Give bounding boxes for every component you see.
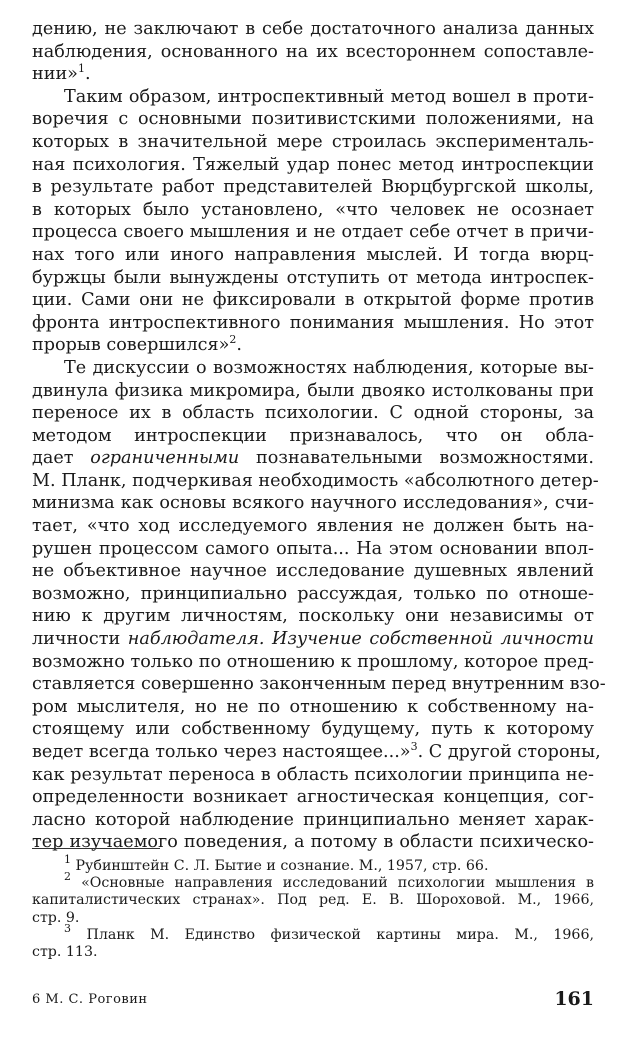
text-run: стр. 9.: [32, 909, 80, 926]
text-line: [32, 18, 594, 41]
text-run: прорыв совершился»: [32, 335, 230, 356]
text-run: как результат переноса в область психологии принципа не-: [32, 764, 594, 785]
text-run: [264, 629, 272, 649]
main-text: [32, 18, 606, 854]
text-run: не объективное научное исследование душевных явлений: [32, 561, 594, 582]
text-run: личности: [32, 629, 128, 650]
text-run: ласно которой наблюдение принципиально меняет харак-: [32, 809, 594, 830]
text-run: тер изучаемого поведения, а потому в области психическо-: [32, 832, 594, 853]
text-line: [32, 786, 594, 809]
text-run: ции. Сами они не фиксировали в открытой форме против: [32, 290, 594, 311]
text-run: ная психология. Тяжелый удар понес метод интроспекции: [32, 154, 594, 175]
text-run: М. Планк, подчеркивая необходимость «абсолютного детер-: [32, 470, 599, 491]
footnote-line: [32, 853, 594, 875]
footnote-line: [32, 892, 594, 909]
text-run: нию к другим личностям, поскольку они независимы от: [32, 606, 594, 627]
text-line: [32, 244, 594, 267]
printer-signature: 6 М. С. Роговин: [32, 992, 148, 1007]
text-line: [32, 154, 594, 177]
text-line: [32, 538, 594, 561]
text-run: нах того или иного направления мыслей. И тогда вюрц-: [32, 244, 594, 265]
footnote-ref: 1: [64, 853, 71, 866]
text-run: процесса своего мышления и не отдает себе отчет в причи-: [32, 222, 594, 243]
text-run: нии»: [32, 64, 78, 85]
text-line: [32, 312, 594, 335]
text-line: [32, 718, 594, 741]
italic-text: Изучение собственной личности: [272, 629, 594, 650]
text-line: [32, 221, 594, 244]
text-run: минизма как основы всякого научного исследования», счи-: [32, 493, 594, 514]
text-line: [32, 108, 594, 131]
text-line: [32, 583, 594, 606]
text-run: .: [84, 64, 91, 85]
text-run: воречия с основными позитивистскими положениями, на: [32, 109, 594, 130]
text-line: [32, 402, 594, 425]
text-run: в результате работ представителей Вюрцбургской школы,: [32, 177, 594, 198]
text-line: [32, 696, 594, 719]
text-run: Таким образом, интроспективный метод вошел в проти-: [64, 86, 594, 107]
text-line: [32, 267, 594, 290]
text-line: [32, 515, 594, 538]
page-number: 161: [554, 988, 594, 1010]
text-run: «Основные направления исследований психологии мышления в: [71, 875, 594, 892]
text-run: в которых было установлено, «что человек не осознает: [32, 199, 594, 220]
text-run: Планк М. Единство физической картины мира. М., 1966,: [71, 926, 594, 943]
text-run: возможно, принципиально рассуждая, только по отноше-: [32, 583, 594, 604]
text-line: [32, 831, 594, 854]
text-run: наблюдения, основанного на их всестороннем сопоставле-: [32, 41, 594, 62]
text-run: .: [236, 335, 242, 356]
text-run: Рубинштейн С. Л. Бытие и сознание. М., 1957, стр. 66.: [71, 858, 489, 874]
text-run: двинула физика микромира, были двояко истолкованы при: [32, 380, 594, 401]
text-run: познавательными возможностями.: [239, 448, 594, 469]
text-run: рушен процессом самого опыта... На этом основании впол-: [32, 538, 594, 559]
text-line: [32, 740, 601, 764]
text-run: капиталистических странах». Под ред. Е. В. Шороховой. М., 1966,: [32, 892, 594, 909]
text-line: [32, 605, 594, 628]
text-line: [32, 809, 594, 832]
text-run: определенности возникает агностическая концепция, сог-: [32, 787, 594, 808]
text-line: [32, 492, 594, 515]
text-line: [32, 334, 594, 357]
footnotes: [32, 853, 594, 961]
text-run: методом интроспекции признавалось, что он обла-: [32, 425, 594, 446]
text-line: [32, 86, 594, 109]
text-run: ставляется совершенно законченным перед внутренним взо-: [32, 674, 606, 695]
text-run: которых в значительной мере строилась эксперименталь-: [32, 131, 594, 152]
italic-text: наблюдателя.: [127, 629, 265, 650]
footnote-line: [32, 921, 594, 944]
text-line: [32, 673, 606, 696]
text-line: [32, 357, 594, 380]
text-line: [32, 131, 594, 154]
text-line: [32, 176, 594, 199]
text-line: [32, 380, 594, 403]
text-run: дению, не заключают в себе достаточного анализа данных: [32, 19, 594, 39]
text-run: . С другой стороны,: [417, 742, 601, 762]
text-run: стр. 113.: [32, 944, 98, 961]
footnote-line: [32, 870, 594, 892]
footnote-ref: 2: [64, 870, 71, 884]
text-run: ведет всегда только через настоящее...»: [32, 742, 411, 762]
text-line: [32, 447, 594, 470]
page-footer: [32, 988, 594, 1014]
text-run: возможно только по отношению к прошлому, которое пред-: [32, 651, 594, 672]
text-line: [32, 289, 594, 312]
text-run: ром мыслителя, но не по отношению к собственному на-: [32, 696, 594, 717]
text-line: [32, 199, 594, 222]
text-run: переносе их в область психологии. С одной стороны, за: [32, 403, 594, 424]
footnote-ref: 1: [77, 62, 85, 76]
text-run: дает: [32, 448, 91, 469]
text-run: Те дискуссии о возможностях наблюдения, которые вы-: [64, 357, 594, 378]
text-line: [32, 425, 594, 448]
footnote-line: [32, 910, 594, 927]
text-line: [32, 63, 594, 86]
footnote-ref: 2: [229, 333, 237, 347]
text-line: [32, 764, 594, 787]
text-line: [32, 560, 594, 583]
footnote-separator: [32, 848, 160, 849]
text-line: [32, 651, 594, 674]
footnote-line: [32, 944, 594, 961]
text-run: фронта интроспективного понимания мышления. Но этот: [32, 312, 594, 333]
footnote-ref: 3: [410, 740, 418, 753]
text-line: [32, 470, 599, 493]
text-line: [32, 628, 594, 651]
footnote-ref: 3: [64, 921, 71, 935]
text-run: тает, «что ход исследуемого явления не должен быть на-: [32, 516, 594, 537]
text-run: стоящему или собственному будущему, путь к которому: [32, 719, 594, 740]
italic-text: ограниченными: [90, 448, 240, 469]
text-line: [32, 41, 594, 64]
text-run: буржцы были вынуждены отступить от метода интроспек-: [32, 267, 594, 288]
